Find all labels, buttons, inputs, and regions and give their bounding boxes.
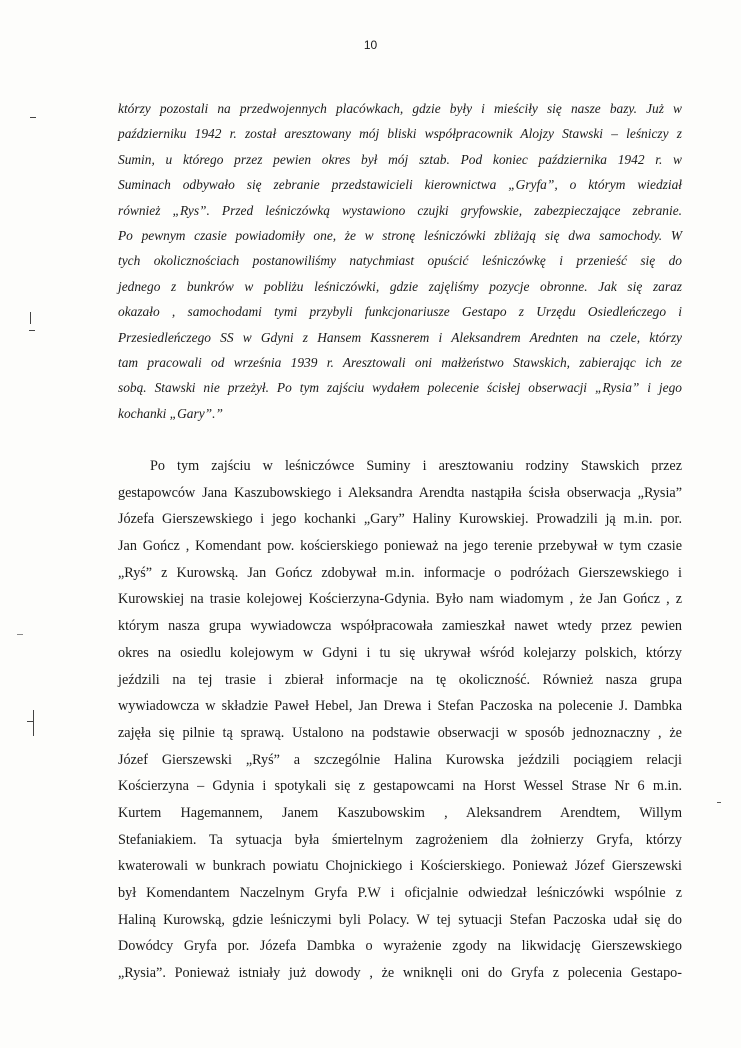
margin-mark: [33, 710, 34, 736]
margin-mark: [17, 634, 23, 635]
margin-mark: [30, 312, 31, 324]
text-line: Kurtem Hagemannem, Janem Kaszubowskim , Aleksandrem Arendtem, Willym: [118, 804, 682, 821]
text-line: Po pewnym czasie powiadomiły one, że w stronę leśniczówki zbliżają się dwa samochody. W: [118, 227, 682, 243]
text-line: Po tym zajściu w leśniczówce Suminy i aresztowaniu rodziny Stawskich przez: [150, 458, 682, 474]
text-line: październiku 1942 r. został aresztowany mój bliski współpracownik Alojzy Stawski – leśniczy z: [118, 126, 682, 142]
text-line: okres na osiedlu kolejowym w Gdyni i tu się ukrywał wśród kolejarzy polskich, którzy: [118, 644, 682, 661]
margin-mark: [30, 117, 36, 118]
text-line: „Rysia”. Ponieważ istniały już dowody , że wniknęli oni do Gryfa z polecenia Gestapo-: [118, 965, 682, 982]
margin-mark: [27, 721, 33, 722]
text-line: Dowódcy Gryfa por. Józefa Dambka o wyrażenie zgody na likwidację Gierszewskiego: [118, 938, 682, 955]
text-line: Jan Gończ , Komendant pow. kościerskiego ponieważ na jego terenie przebywał w tym czasie: [118, 538, 682, 555]
text-line: był Komendantem Naczelnym Gryfa P.W i oficjalnie odwiedzał leśniczówki wspólnie z: [118, 885, 682, 901]
text-line: tam pracowali od września 1939 r. Aresztowali oni małżeństwo Stawskich, zabierając ich ze: [118, 354, 682, 370]
quoted-testimony: [118, 96, 682, 426]
text-line: Kurowskiej na trasie kolejowej Kościerzyna-Gdynia. Było nam wiadomym , że Jan Gończ , z: [118, 591, 682, 608]
text-line: gestapowców Jana Kaszubowskiego i Aleksandra Arendta nastąpiła ścisła obserwacja „Rysia”: [118, 484, 682, 501]
text-line: Suminach odbywało się zebranie przedstawicieli kierownictwa „Gryfa”, o którym wiedział: [118, 177, 682, 193]
text-line: „Ryś” z Kurowską. Jan Gończ zdobywał m.in. informacje o podróżach Gierszewskiego i: [118, 564, 682, 581]
margin-mark: [29, 330, 35, 331]
text-line: Józefa Gierszewskiego i jego kochanki „Gary” Haliny Kurowskiej. Prowadzili ją m.in. por.: [118, 511, 682, 528]
text-line: Przesiedleńczego SS w Gdyni z Hansem Kassnerem i Aleksandrem Arednten na czele, którzy: [118, 329, 682, 345]
body-paragraph: [118, 453, 682, 987]
text-line: sobą. Stawski nie przeżył. Po tym zajściu wydałem polecenie ścisłej obserwacji „Rysia” i jego: [118, 380, 682, 396]
margin-mark: [717, 802, 721, 803]
text-line: kochanki „Gary”.”: [118, 405, 223, 421]
text-line: Sumin, u którego przez pewien okres był mój sztab. Pod koniec października 1942 r. w: [118, 151, 682, 167]
text-line: Haliną Kurowską, gdzie leśniczymi byli Polacy. W tej sytuacji Stefan Paczoska udał się do: [118, 911, 682, 928]
text-line: zajęła się pilnie tą sprawą. Ustalono na podstawie obserwacji w sposób jednoznaczny , że: [118, 724, 682, 741]
text-line: Stefaniakiem. Ta sytuacja była śmiertelnym zagrożeniem dla żołnierzy Gryfa, którzy: [118, 831, 682, 848]
text-line: jednego z bunkrów w pobliżu leśniczówki, gdzie zajęliśmy pozycje obronne. Jak się zaraz: [118, 278, 682, 294]
text-line: Józef Gierszewski „Ryś” a szczególnie Halina Kurowska jeździli pociągiem relacji: [118, 751, 682, 768]
text-line: kwaterowali w bunkrach powiatu Chojnickiego i Kościerskiego. Ponieważ Józef Gierszewski: [118, 858, 682, 875]
text-line: tych okolicznościach postanowiliśmy natychmiast opuścić leśniczówkę i przenieść się do: [118, 253, 682, 269]
text-line: jeździli na tej trasie i zbierał informacje na tę okoliczność. Również nasza grupa: [118, 671, 682, 688]
page-number: 10: [363, 38, 378, 52]
text-line: również „Rys”. Przed leśniczówką wystawiono czujki gryfowskie, zabezpieczające zebranie.: [118, 202, 682, 218]
text-line: okazało , samochodami tymi przybyli funkcjonariusze Gestapo z Urzędu Osiedleńczego i: [118, 304, 682, 320]
text-line: wywiadowcza w składzie Paweł Hebel, Jan Drewa i Stefan Paczoska na polecenie J. Dambka: [118, 698, 682, 715]
text-line: którym nasza grupa wywiadowcza współpracowała zamieszkał nawet wtedy przez pewien: [118, 618, 682, 635]
text-line: Kościerzyna – Gdynia i spotykali się z gestapowcami na Horst Wessel Strase Nr 6 m.in.: [118, 778, 682, 795]
text-line: którzy pozostali na przedwojennych placówkach, gdzie były i mieściły się nasze bazy. Już w: [118, 101, 682, 116]
